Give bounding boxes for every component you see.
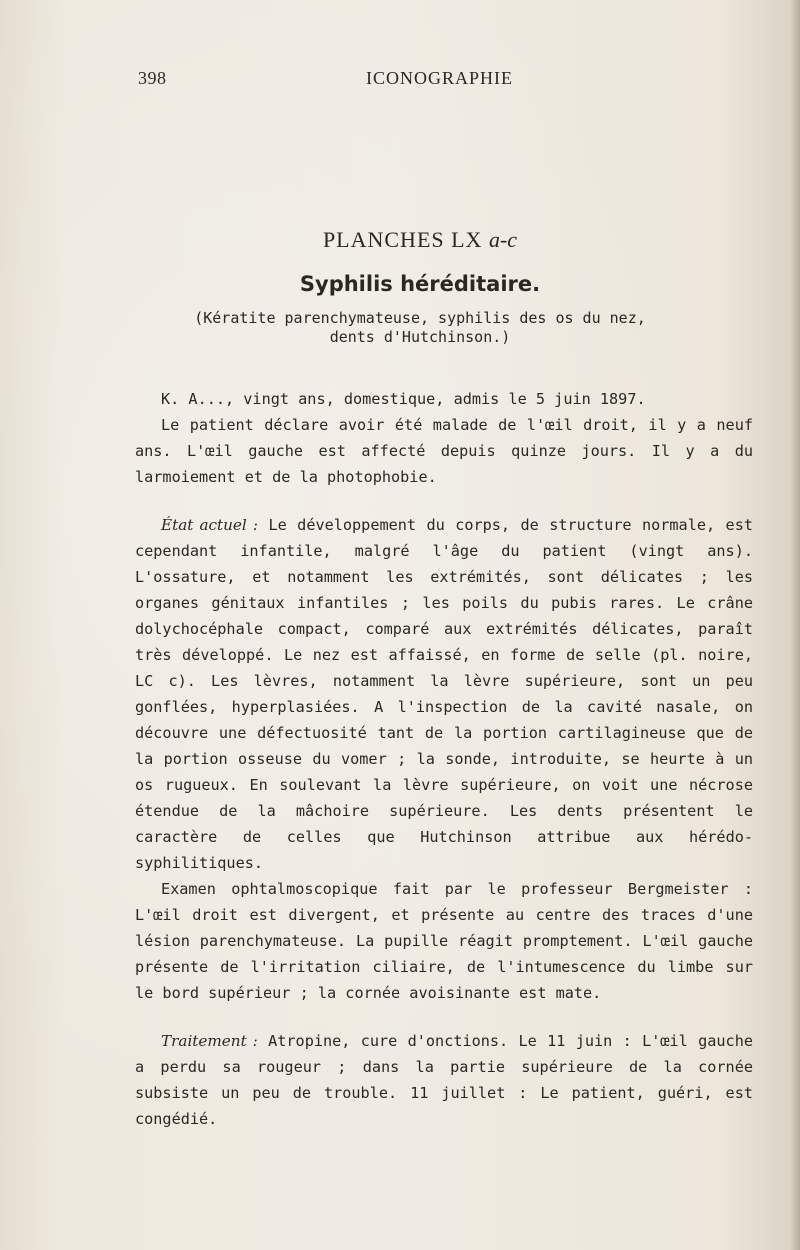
treatment-label: Traitement : [161, 1032, 258, 1050]
current-state-text: Le développement du corps, de structure normale, est cependant infantile, malgré l'âge du patient (vingt ans). L'ossature, et notamment les extrémités, sont délicates ; les organes génitaux infantiles ; les poils du pubis rares. Le crâne dolychocéphale compact, comparé aux extrémités délicates, paraît très développé. Le nez est affaissé, en forme de selle (pl. noire, LC c). Les lèvres, notamment la lèvre supérieure, sont un peu gonflées, hyperplasiées. A l'inspection de la cavité nasale, on découvre une défectuosité tant de la portion cartilagineuse que de la portion osseuse du vomer ; la sonde, introduite, se heurte à un os rugueux. En soulevant la lèvre supérieure, on voit une nécrose étendue de la mâchoire supérieure. Les dents présentent le caractère de celles que Hutchinson attribue aux hérédo-syphilitiques. [135, 516, 753, 872]
running-head: ICONOGRAPHIE [366, 68, 513, 88]
plate-title [0, 227, 800, 253]
plate-title-suffix: a-c [488, 227, 518, 252]
subtitle-line-1: (Kératite parenchymateuse, syphilis des os du nez, [194, 309, 646, 327]
subtitle-line-2: dents d'Hutchinson.) [329, 328, 511, 346]
ophthalmoscopic-exam-paragraph: Examen ophtalmoscopique fait par le professeur Bergmeister : L'œil droit est divergent, et présente au centre des traces d'une lésion parenchymateuse. La pupille réagit promptement. L'œil gauche présente de l'irritation ciliaire, de l'intumescence du limbe sur le bord supérieur ; la cornée avoisinante est mate. [135, 880, 753, 1002]
page-number: 398 [138, 68, 167, 88]
page-edge-shadow [790, 0, 800, 1250]
case-report [135, 386, 753, 1132]
current-state-paragraph [135, 512, 753, 876]
page-header [138, 68, 662, 94]
plate-title-main: PLANCHES LX [322, 227, 489, 252]
plate-subtitle [0, 309, 800, 347]
treatment-paragraph [135, 1028, 753, 1132]
disease-title: Syphilis héréditaire. [299, 272, 541, 296]
current-state-label: État actuel : [161, 516, 259, 534]
case-intro-paragraph: K. A..., vingt ans, domestique, admis le 5 juin 1897. [161, 390, 646, 408]
treatment-text: Atropine, cure d'onctions. Le 11 juin : L'œil gauche a perdu sa rougeur ; dans la partie supérieure de la cornée subsiste un peu de trouble. 11 juillet : Le patient, guéri, est congédié. [135, 1032, 753, 1128]
case-history-paragraph: Le patient déclare avoir été malade de l'œil droit, il y a neuf ans. L'œil gauche est affecté depuis quinze jours. Il y a du larmoiement et de la photophobie. [135, 416, 753, 486]
